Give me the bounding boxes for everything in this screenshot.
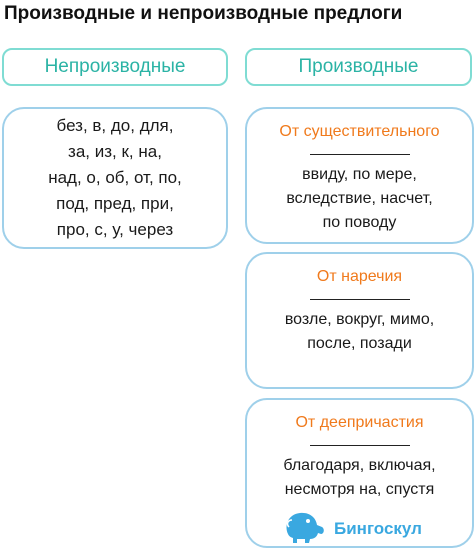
derived-card-noun (245, 107, 474, 244)
divider (310, 445, 410, 446)
card-line: благодаря, включая, (283, 457, 436, 474)
elephant-icon (280, 508, 328, 549)
non-derived-line: без, в, до, для, (56, 116, 174, 135)
non-derived-line: над, о, об, от, по, (48, 168, 182, 187)
card-title: От существительного (279, 123, 440, 140)
card-line: по поводу (322, 214, 397, 231)
card-line: несмотря на, спустя (284, 481, 435, 498)
non-derived-line: про, с, у, через (56, 220, 174, 239)
divider (310, 299, 410, 300)
header-non-derived: Непроизводные (2, 48, 228, 86)
card-line: возле, вокруг, мимо, (284, 311, 435, 328)
card-body (286, 163, 432, 235)
card-title: От наречия (316, 268, 403, 285)
card-line: после, позади (307, 335, 412, 352)
card-line: ввиду, по мере, (302, 166, 417, 183)
card-title: От деепричастия (295, 414, 424, 431)
derived-card-adverb (245, 252, 474, 389)
non-derived-line: под, пред, при, (56, 194, 174, 213)
brand-logo (280, 508, 422, 549)
header-derived: Производные (245, 48, 472, 86)
non-derived-line: за, из, к, на, (68, 142, 162, 161)
card-body (283, 454, 435, 502)
card-body (285, 308, 434, 356)
card-line: вследствие, насчет, (286, 190, 433, 207)
brand-name: Бингоскул (334, 518, 422, 538)
page-title: Производные и непроизводные предлоги (4, 3, 403, 24)
non-derived-card (2, 107, 228, 249)
divider (310, 154, 410, 155)
